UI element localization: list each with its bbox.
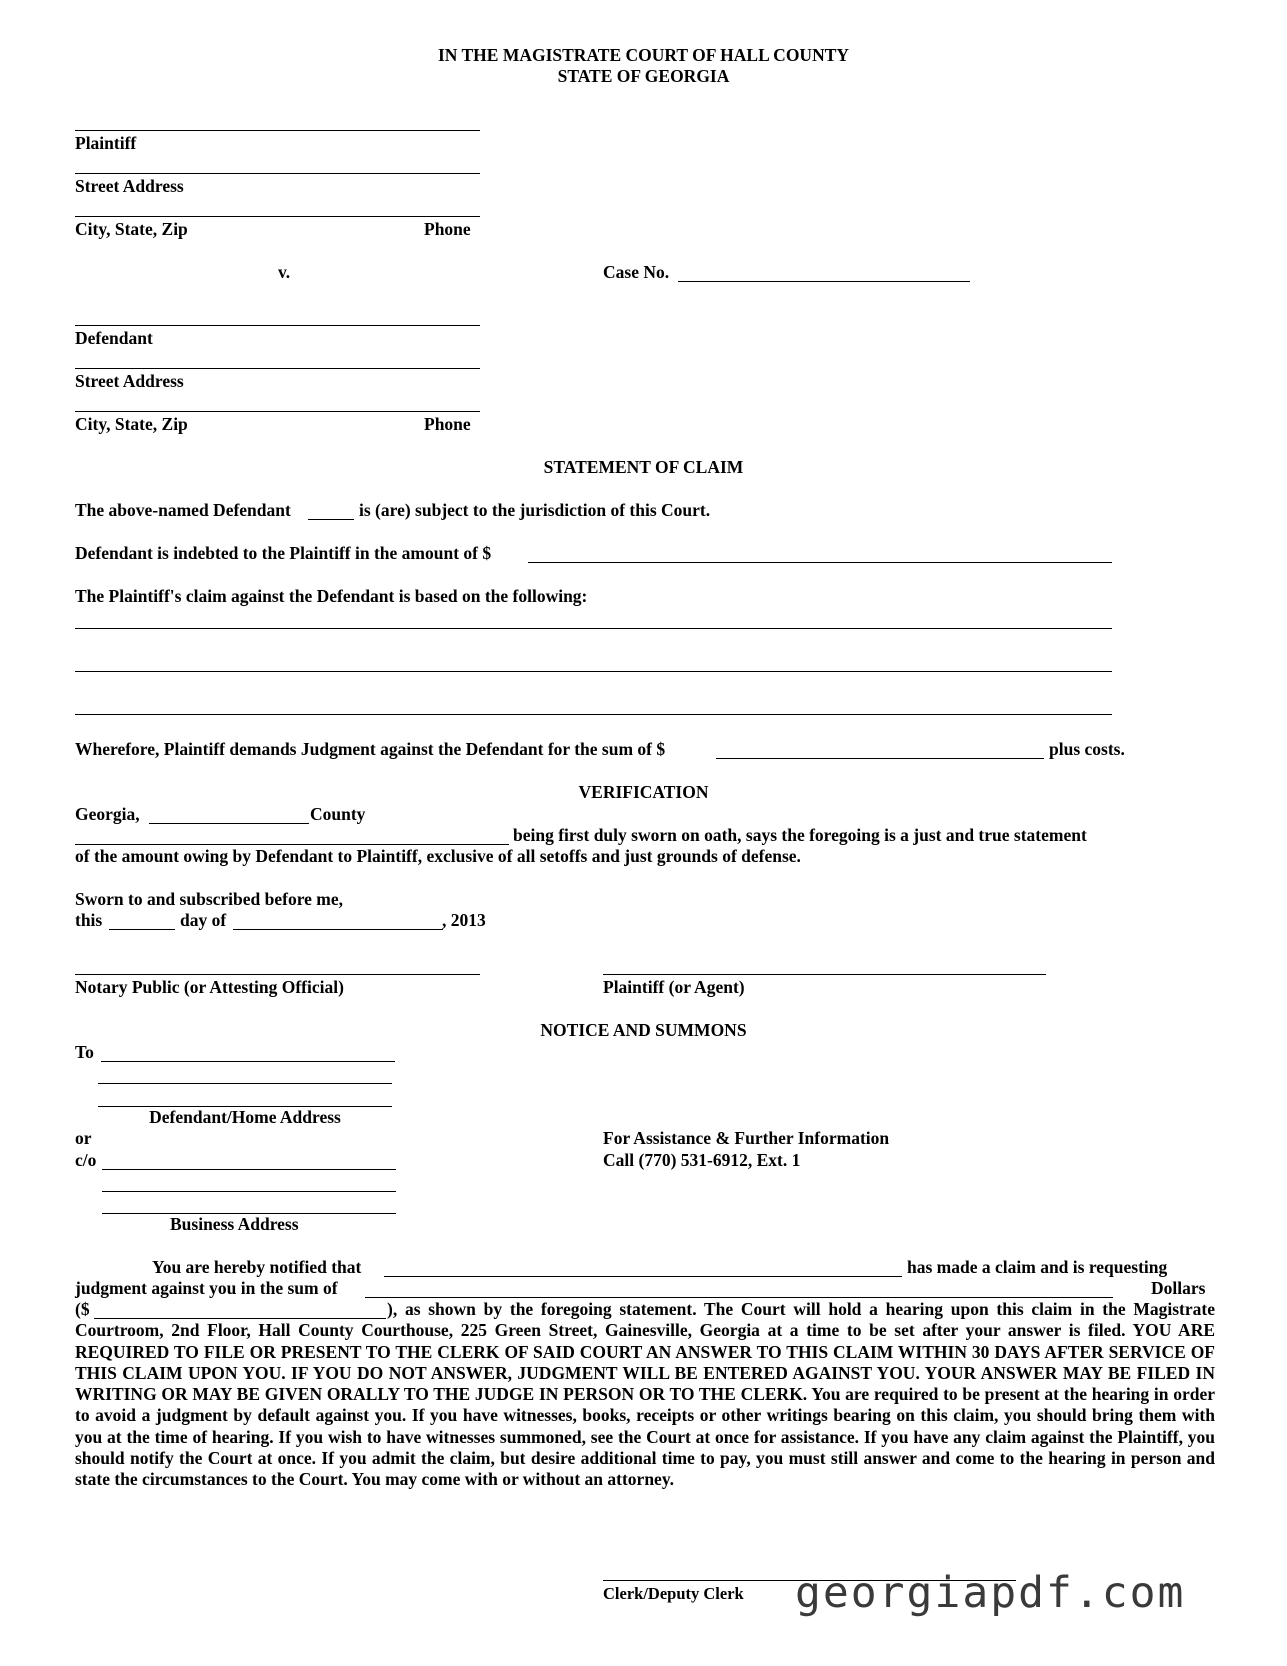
judgment-sum-field[interactable]: [716, 758, 1044, 759]
notified-text-a: You are hereby notified that: [152, 1257, 362, 1277]
to-label: To: [75, 1042, 94, 1062]
court-title: IN THE MAGISTRATE COURT OF HALL COUNTY: [437, 45, 850, 65]
defendant-address-line-1[interactable]: [101, 1061, 395, 1062]
business-address-line-2[interactable]: [102, 1191, 396, 1192]
watermark: georgiapdf.com: [795, 1568, 1186, 1618]
defendant-street-label: Street Address: [75, 371, 184, 391]
defendant-street-line[interactable]: [75, 368, 480, 369]
state-title: STATE OF GEORGIA: [557, 66, 730, 86]
plaintiff-signature-line[interactable]: [603, 974, 1046, 975]
defendant-city-label: City, State, Zip: [75, 414, 188, 434]
day-of-label: day of: [180, 910, 227, 930]
case-no-field[interactable]: [678, 281, 970, 282]
plaintiff-name-line[interactable]: [75, 130, 480, 131]
jurisdiction-text-a: The above-named Defendant: [75, 500, 291, 520]
defendant-address-line-2[interactable]: [98, 1083, 392, 1084]
plaintiff-street-label: Street Address: [75, 176, 184, 196]
month-field[interactable]: [233, 929, 443, 930]
summons-body: ), as shown by the foregoing statement. The Court will hold a hearing upon this claim in the Magistrate Courtroom, 2nd Floor, Hall County Courthouse, 225 Green Street, Gainesville, Georgia at a time to be set after your answer is filed. YOU ARE REQUIRED TO FILE OR PRESENT TO THE CLERK OF SAID COURT AN ANSWER TO THIS CLAIM WITHIN 30 DAYS AFTER SERVICE OF THIS CLAIM UPON YOU. IF YOU DO NOT ANSWER, JUDGMENT WILL BE ENTERED AGAINST YOU. YOUR ANSWER MAY BE FILED IN WRITING OR MAY BE GIVEN ORALLY TO THE JUDGE IN PERSON OR TO THE CLERK. You are required to be present at the hearing in order to avoid a judgment by default against you. If you have witnesses, books, receipts or other writings bearing on this claim, you should bring them with you at the time of hearing. If you wish to have witnesses summoned, see the Court at once for assistance. If you have any claim against the Plaintiff, you should notify the Court at once. If you admit the claim, but desire additional time to pay, you must still answer and come to the hearing in person and state the circumstances to the Court. You may come with or without an attorney.: [75, 1299, 1215, 1490]
judgment-words-field[interactable]: [365, 1297, 1113, 1298]
plus-costs-text: plus costs.: [1049, 739, 1125, 759]
county-label: County: [310, 804, 366, 824]
sworn-text-b: of the amount owing by Defendant to Plaintiff, exclusive of all setoffs and just grounds of defense.: [75, 846, 801, 866]
claim-basis-line-3[interactable]: [75, 714, 1112, 715]
year-text: , 2013: [442, 910, 486, 930]
home-address-label: Defendant/Home Address: [149, 1107, 341, 1127]
plaintiff-name-label: Plaintiff: [75, 133, 137, 153]
dollars-label: Dollars: [1151, 1278, 1206, 1298]
defendant-name-line[interactable]: [75, 325, 480, 326]
jurisdiction-text-b: is (are) subject to the jurisdiction of this Court.: [359, 500, 711, 520]
clerk-label: Clerk/Deputy Clerk: [603, 1584, 744, 1603]
claim-basis-line-2[interactable]: [75, 671, 1112, 672]
county-field[interactable]: [149, 823, 309, 824]
defendant-name-label: Defendant: [75, 328, 153, 348]
claim-basis-text: The Plaintiff's claim against the Defendant is based on the following:: [75, 586, 588, 606]
day-field[interactable]: [109, 929, 175, 930]
wherefore-text: Wherefore, Plaintiff demands Judgment against the Defendant for the sum of $: [75, 739, 666, 759]
summons-title: NOTICE AND SUMMONS: [540, 1020, 747, 1040]
georgia-label: Georgia,: [75, 804, 140, 824]
or-label: or: [75, 1128, 92, 1148]
plaintiff-city-label: City, State, Zip: [75, 219, 188, 239]
subscribed-text: Sworn to and subscribed before me,: [75, 889, 344, 909]
claim-basis-line-1[interactable]: [75, 628, 1112, 629]
notary-signature-line[interactable]: [75, 974, 480, 975]
claimant-name-field[interactable]: [384, 1276, 902, 1277]
case-no-label: Case No.: [603, 262, 670, 282]
defendant-city-line[interactable]: [75, 411, 480, 412]
plaintiff-agent-label: Plaintiff (or Agent): [603, 977, 745, 997]
plaintiff-street-line[interactable]: [75, 173, 480, 174]
business-address-label: Business Address: [170, 1214, 299, 1234]
statement-title: STATEMENT OF CLAIM: [543, 457, 744, 477]
co-label: c/o: [75, 1150, 97, 1170]
versus: v.: [278, 262, 291, 282]
plaintiff-city-line[interactable]: [75, 216, 480, 217]
notified-text-b: has made a claim and is requesting: [907, 1257, 1168, 1277]
paren-open: ($: [75, 1299, 90, 1319]
indebted-text: Defendant is indebted to the Plaintiff in the amount of $: [75, 543, 492, 563]
indebted-amount-field[interactable]: [528, 562, 1112, 563]
plaintiff-phone-label: Phone: [424, 219, 471, 239]
business-address-line-1[interactable]: [102, 1169, 396, 1170]
assistance-phone: Call (770) 531-6912, Ext. 1: [603, 1150, 801, 1170]
this-label: this: [75, 910, 103, 930]
defendant-phone-label: Phone: [424, 414, 471, 434]
verification-title: VERIFICATION: [578, 782, 709, 802]
judgment-text-a: judgment against you in the sum of: [75, 1278, 338, 1298]
sworn-text-a: being first duly sworn on oath, says the foregoing is a just and true statement: [513, 825, 1087, 845]
defendant-count-field[interactable]: [308, 519, 354, 520]
notary-label: Notary Public (or Attesting Official): [75, 977, 344, 997]
assistance-text: For Assistance & Further Information: [603, 1128, 890, 1148]
affiant-name-field[interactable]: [75, 844, 509, 845]
